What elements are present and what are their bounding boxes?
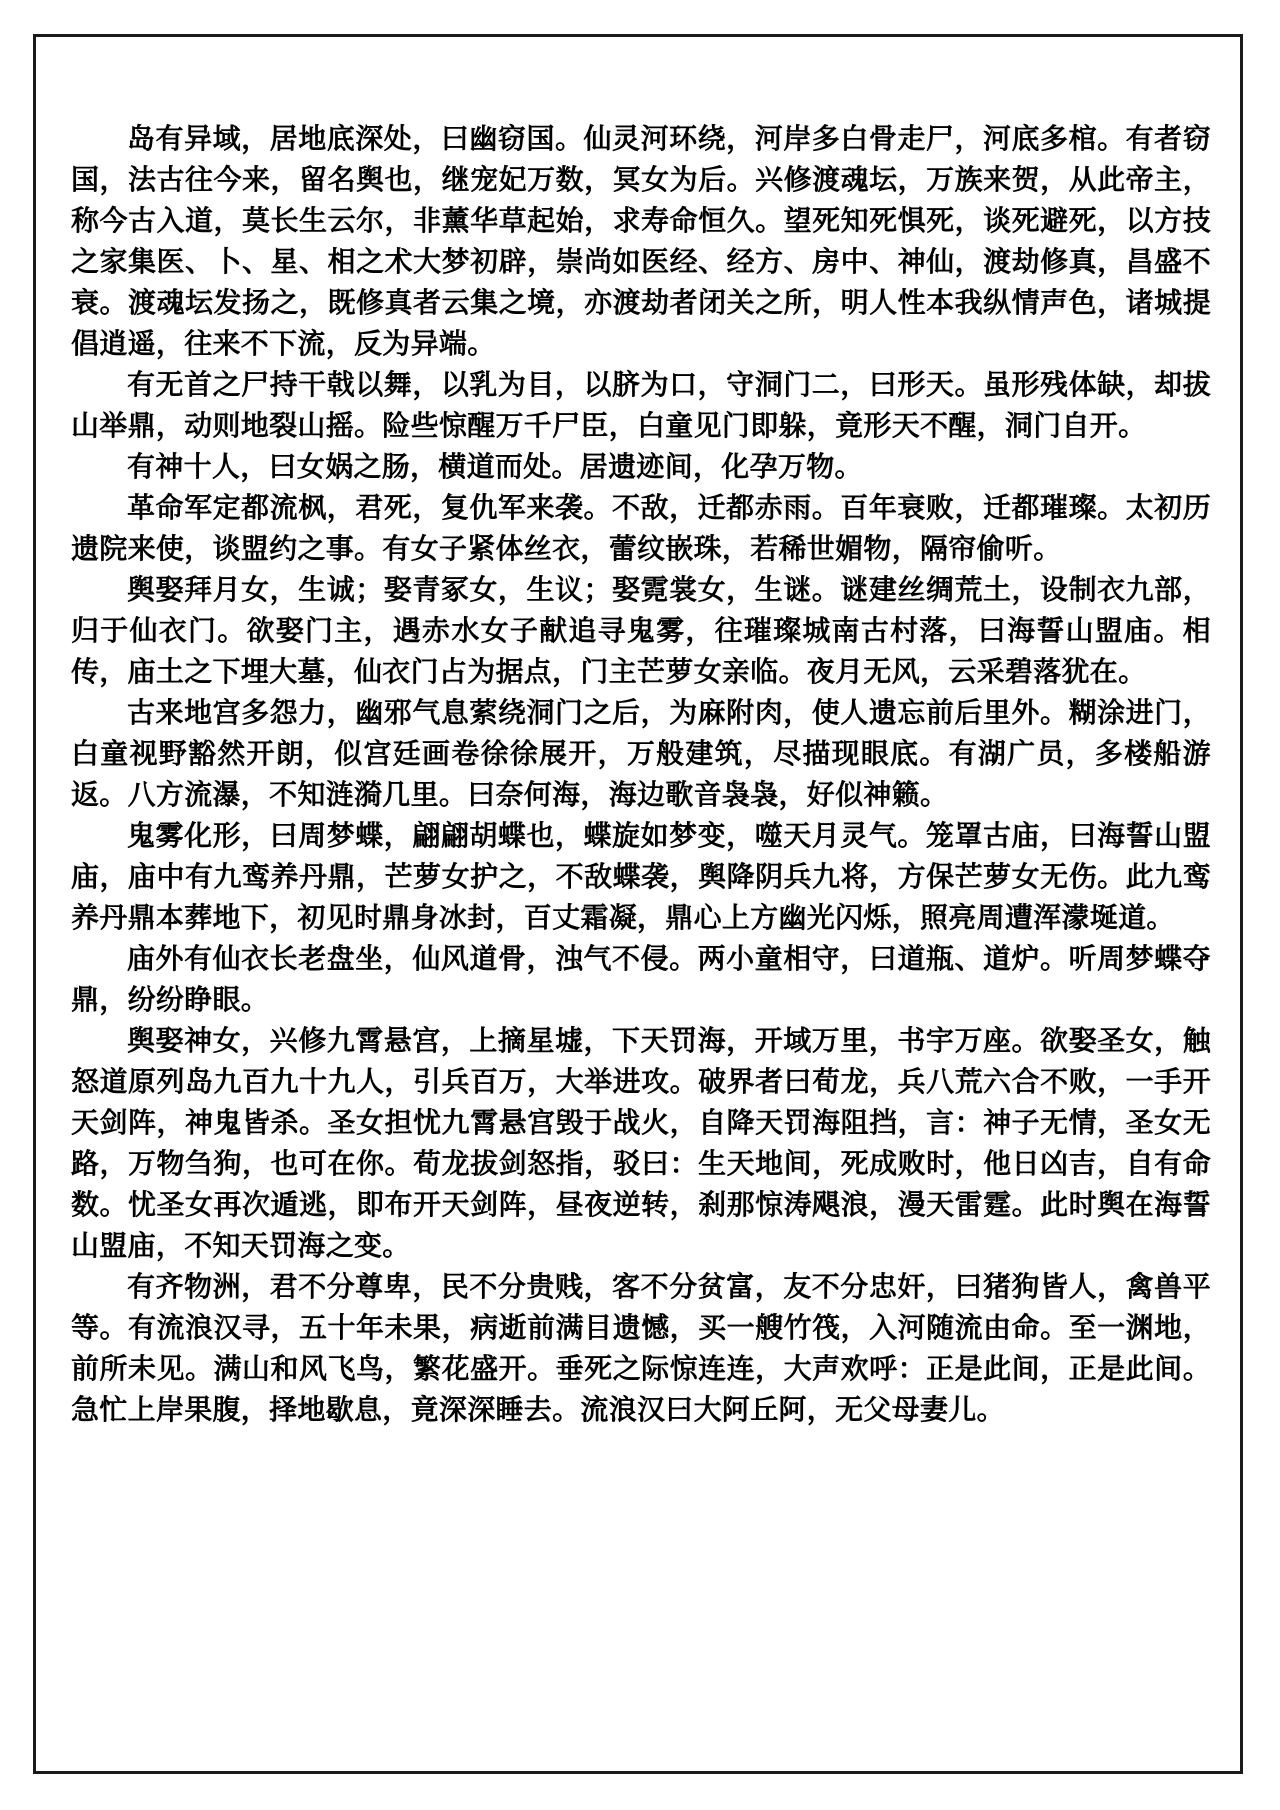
paragraph-3: 有神十人，曰女娲之肠，横道而处。居遗迹间，化孕万物。 bbox=[127, 450, 863, 483]
paragraph-8: 庙外有仙衣长老盘坐，仙风道骨，浊气不侵。两小童相守，曰道瓶、道炉。听周梦蝶夺鼎，纷纷睁眼。 bbox=[71, 942, 1211, 1016]
document-body bbox=[71, 118, 1211, 1430]
paragraph-6: 古来地宫多怨力，幽邪气息萦绕洞门之后，为麻附肉，使人遗忘前后里外。糊涂进门，白童视野豁然开朗，似宫廷画卷徐徐展开，万般建筑，尽描现眼底。有湖广员，多楼船游返。八方流瀑，不知涟漪几里。曰奈何海，海边歌音袅袅，好似神籁。 bbox=[71, 696, 1211, 811]
paragraph-10: 有齐物洲，君不分尊卑，民不分贵贱，客不分贫富，友不分忠奸，曰猪狗皆人，禽兽平等。有流浪汉寻，五十年未果，病逝前满目遗憾，买一艘竹筏，入河随流由命。至一渊地，前所未见。满山和风飞鸟，繁花盛开。垂死之际惊连连，大声欢呼：正是此间，正是此间。急忙上岸果腹，择地歇息，竟深深睡去。流浪汉曰大阿丘阿，无父母妻儿。 bbox=[71, 1270, 1211, 1426]
paragraph-9: 舆娶神女，兴修九霄悬宫，上摘星墟，下天罚海，开域万里，书宇万座。欲娶圣女，触怒道原列岛九百九十九人，引兵百万，大举进攻。破界者曰荀龙，兵八荒六合不败，一手开天剑阵，神鬼皆杀。圣女担忧九霄悬宫毁于战火，自降天罚海阻挡，言：神子无情，圣女无路，万物刍狗，也可在你。荀龙拔剑怒指，驳曰：生天地间，死成败时，他日凶吉，自有命数。忧圣女再次遁逃，即布开天剑阵，昼夜逆转，刹那惊涛飓浪，漫天雷霆。此时舆在海誓山盟庙，不知天罚海之变。 bbox=[71, 1024, 1211, 1262]
paragraph-1: 岛有异域，居地底深处，曰幽窃国。仙灵河环绕，河岸多白骨走尸，河底多棺。有者窃国，法古往今来，留名舆也，继宠妃万数，冥女为后。兴修渡魂坛，万族来贺，从此帝主，称今古入道，莫长生云尔，非薰华草起始，求寿命恒久。望死知死惧死，谈死避死，以方技之家集医、卜、星、相之术大梦初辟，崇尚如医经、经方、房中、神仙，渡劫修真，昌盛不衰。渡魂坛发扬之，既修真者云集之境，亦渡劫者闭关之所，明人性本我纵情声色，诸城提倡逍遥，往来不下流，反为异端。 bbox=[71, 122, 1211, 360]
paragraph-7: 鬼雾化形，曰周梦蝶，翩翩胡蝶也，蝶旋如梦变，噬天月灵气。笼罩古庙，曰海誓山盟庙，庙中有九鸾养丹鼎，芒萝女护之，不敌蝶袭，舆降阴兵九将，方保芒萝女无伤。此九鸾养丹鼎本葬地下，初见时鼎身冰封，百丈霜凝，鼎心上方幽光闪烁，照亮周遭浑濛埏道。 bbox=[71, 819, 1211, 934]
paragraph-5: 舆娶拜月女，生诚；娶青冢女，生议；娶霓裳女，生谜。谜建丝绸荒土，设制衣九部，归于仙衣门。欲娶门主，遇赤水女子献追寻鬼雾，往璀璨城南古村落，曰海誓山盟庙。相传，庙土之下埋大墓，仙衣门占为据点，门主芒萝女亲临。夜月无风，云采碧落犹在。 bbox=[71, 573, 1211, 688]
paragraph-2: 有无首之尸持干戟以舞，以乳为目，以脐为口，守洞门二，曰形天。虽形残体缺，却拔山举鼎，动则地裂山摇。险些惊醒万千尸臣，白童见门即躲，竟形天不醒，洞门自开。 bbox=[71, 368, 1211, 442]
paragraph-4: 革命军定都流枫，君死，复仇军来袭。不敌，迁都赤雨。百年衰败，迁都璀璨。太初历遗院来使，谈盟约之事。有女子紧体丝衣，蕾纹嵌珠，若稀世媚物，隔帘偷听。 bbox=[71, 491, 1211, 565]
